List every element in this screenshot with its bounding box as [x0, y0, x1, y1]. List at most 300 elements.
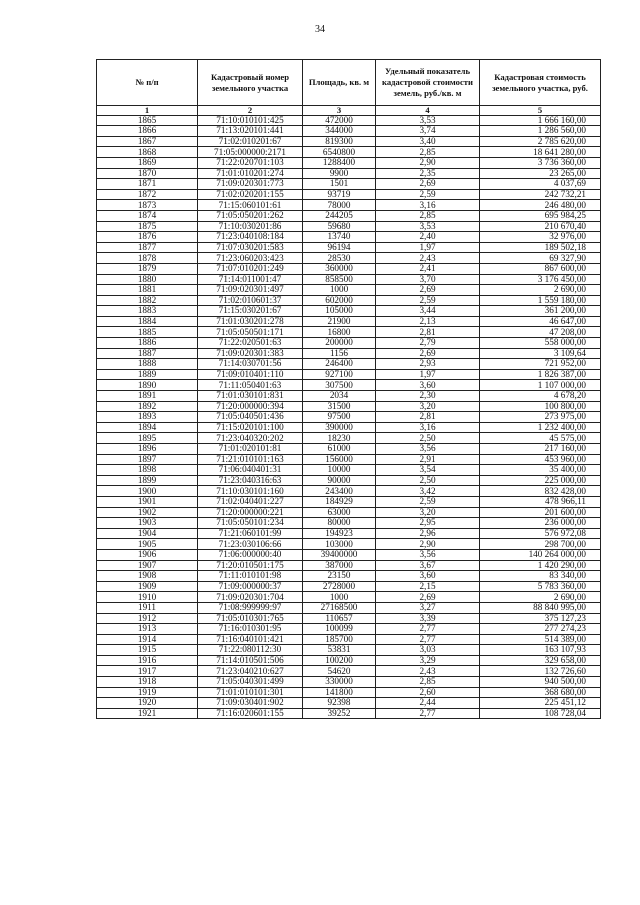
cell-row-number: 1905: [97, 539, 198, 550]
cell-row-number: 1914: [97, 634, 198, 645]
cell-area: 18230: [303, 433, 376, 444]
cell-cadastral-number: 71:14:011001:47: [198, 274, 303, 285]
cell-cadastral-number: 71:09:030401:902: [198, 698, 303, 709]
table-row: [97, 253, 601, 264]
cell-row-number: 1891: [97, 391, 198, 402]
cell-cadastral-number: 71:16:010301:95: [198, 624, 303, 635]
cell-unit-value: 2,93: [376, 359, 480, 370]
cell-row-number: 1869: [97, 157, 198, 168]
cell-row-number: 1921: [97, 708, 198, 719]
cell-unit-value: 2,90: [376, 157, 480, 168]
cell-cadastral-value: 45 575,00: [480, 433, 601, 444]
cell-area: 80000: [303, 518, 376, 529]
table-row: [97, 698, 601, 709]
cell-unit-value: 1,97: [376, 242, 480, 253]
cell-cadastral-value: 23 265,00: [480, 168, 601, 179]
cell-cadastral-value: 514 389,00: [480, 634, 601, 645]
cell-cadastral-value: 246 480,00: [480, 200, 601, 211]
cadastral-value-table: [96, 59, 601, 719]
cell-row-number: 1865: [97, 115, 198, 126]
cell-cadastral-number: 71:05:050201:262: [198, 210, 303, 221]
cell-area: 184929: [303, 496, 376, 507]
cell-row-number: 1920: [97, 698, 198, 709]
cell-cadastral-number: 71:02:010601:37: [198, 295, 303, 306]
cell-unit-value: 3,56: [376, 444, 480, 455]
table-row: [97, 316, 601, 327]
cell-cadastral-number: 71:23:030106:66: [198, 539, 303, 550]
cell-row-number: 1878: [97, 253, 198, 264]
cell-unit-value: 2,91: [376, 454, 480, 465]
cell-row-number: 1893: [97, 412, 198, 423]
cell-unit-value: 3,54: [376, 465, 480, 476]
cell-cadastral-value: 210 670,40: [480, 221, 601, 232]
cell-area: 105000: [303, 306, 376, 317]
cell-cadastral-number: 71:05:000000:2171: [198, 147, 303, 158]
cell-unit-value: 2,96: [376, 528, 480, 539]
cell-row-number: 1903: [97, 518, 198, 529]
cell-row-number: 1916: [97, 655, 198, 666]
cell-cadastral-value: 4 037,69: [480, 179, 601, 190]
cell-cadastral-value: 1 286 560,00: [480, 126, 601, 137]
cell-unit-value: 3,16: [376, 422, 480, 433]
table-row: [97, 285, 601, 296]
cell-unit-value: 1,97: [376, 369, 480, 380]
header-area: Площадь, кв. м: [303, 60, 376, 106]
table-row: [97, 592, 601, 603]
table-row: [97, 126, 601, 137]
cell-area: 344000: [303, 126, 376, 137]
column-number-row: [97, 106, 601, 116]
cell-cadastral-number: 71:05:040301:499: [198, 677, 303, 688]
table-row: [97, 465, 601, 476]
cell-area: 28530: [303, 253, 376, 264]
cell-area: 387000: [303, 560, 376, 571]
table-row: [97, 189, 601, 200]
cell-cadastral-value: 361 200,00: [480, 306, 601, 317]
cell-cadastral-value: 69 327,90: [480, 253, 601, 264]
cell-area: 31500: [303, 401, 376, 412]
cell-area: 78000: [303, 200, 376, 211]
cell-cadastral-number: 71:23:060203:423: [198, 253, 303, 264]
cell-cadastral-value: 83 340,00: [480, 571, 601, 582]
cell-cadastral-number: 71:23:040210:627: [198, 666, 303, 677]
cell-area: 10000: [303, 465, 376, 476]
cell-cadastral-number: 71:10:030101:160: [198, 486, 303, 497]
cell-area: 244205: [303, 210, 376, 221]
table-row: [97, 433, 601, 444]
cell-area: 390000: [303, 422, 376, 433]
cell-unit-value: 2,90: [376, 539, 480, 550]
table-row: [97, 496, 601, 507]
cell-unit-value: 2,59: [376, 496, 480, 507]
cell-cadastral-value: 277 274,23: [480, 624, 601, 635]
cell-unit-value: 3,03: [376, 645, 480, 656]
cell-cadastral-value: 368 680,00: [480, 687, 601, 698]
cell-area: 2728000: [303, 581, 376, 592]
table-row: [97, 624, 601, 635]
cell-area: 156000: [303, 454, 376, 465]
cell-unit-value: 3,70: [376, 274, 480, 285]
cell-cadastral-number: 71:14:010501:506: [198, 655, 303, 666]
table-body: [97, 115, 601, 719]
cell-row-number: 1882: [97, 295, 198, 306]
cell-unit-value: 2,59: [376, 295, 480, 306]
cell-cadastral-value: 478 966,11: [480, 496, 601, 507]
cell-area: 1288400: [303, 157, 376, 168]
cell-row-number: 1880: [97, 274, 198, 285]
cell-cadastral-value: 88 840 995,00: [480, 602, 601, 613]
cell-cadastral-value: 5 783 360,00: [480, 581, 601, 592]
column-number: 4: [376, 106, 480, 116]
cell-cadastral-number: 71:15:060101:61: [198, 200, 303, 211]
cell-row-number: 1904: [97, 528, 198, 539]
cell-cadastral-value: 1 559 180,00: [480, 295, 601, 306]
table-row: [97, 136, 601, 147]
table-row: [97, 528, 601, 539]
cell-unit-value: 3,60: [376, 571, 480, 582]
table-row: [97, 327, 601, 338]
cell-cadastral-number: 71:22:020701:103: [198, 157, 303, 168]
cell-cadastral-value: 867 600,00: [480, 263, 601, 274]
cell-cadastral-number: 71:01:030101:831: [198, 391, 303, 402]
cell-row-number: 1883: [97, 306, 198, 317]
cell-area: 93719: [303, 189, 376, 200]
cell-cadastral-value: 225 000,00: [480, 475, 601, 486]
cell-row-number: 1872: [97, 189, 198, 200]
cell-unit-value: 2,77: [376, 708, 480, 719]
cell-cadastral-number: 71:20:000000:394: [198, 401, 303, 412]
cell-row-number: 1886: [97, 338, 198, 349]
cell-cadastral-value: 1 420 290,00: [480, 560, 601, 571]
cell-area: 246400: [303, 359, 376, 370]
cell-cadastral-value: 236 000,00: [480, 518, 601, 529]
table-row: [97, 613, 601, 624]
cell-cadastral-number: 71:09:000000:37: [198, 581, 303, 592]
cell-cadastral-number: 71:01:010201:274: [198, 168, 303, 179]
cell-row-number: 1873: [97, 200, 198, 211]
cell-cadastral-value: 4 678,20: [480, 391, 601, 402]
header-cadastral-number: Кадастровый номер земельного участка: [198, 60, 303, 106]
cell-cadastral-number: 71:23:040108:184: [198, 232, 303, 243]
cell-area: 16800: [303, 327, 376, 338]
cell-cadastral-number: 71:08:999999:97: [198, 602, 303, 613]
cell-cadastral-value: 576 972,08: [480, 528, 601, 539]
cell-row-number: 1890: [97, 380, 198, 391]
cell-unit-value: 3,27: [376, 602, 480, 613]
cell-cadastral-value: 2 690,00: [480, 592, 601, 603]
cell-row-number: 1870: [97, 168, 198, 179]
cell-row-number: 1889: [97, 369, 198, 380]
cell-cadastral-number: 71:15:030201:67: [198, 306, 303, 317]
cell-unit-value: 3,53: [376, 115, 480, 126]
cell-unit-value: 3,60: [376, 380, 480, 391]
cell-unit-value: 2,43: [376, 666, 480, 677]
cell-row-number: 1892: [97, 401, 198, 412]
cell-area: 819300: [303, 136, 376, 147]
cell-area: 110657: [303, 613, 376, 624]
cell-unit-value: 2,41: [376, 263, 480, 274]
cell-cadastral-number: 71:16:020601:155: [198, 708, 303, 719]
column-number: 3: [303, 106, 376, 116]
cell-area: 90000: [303, 475, 376, 486]
table-row: [97, 242, 601, 253]
cell-area: 1000: [303, 285, 376, 296]
cell-unit-value: 2,79: [376, 338, 480, 349]
cell-area: 1000: [303, 592, 376, 603]
table-row: [97, 645, 601, 656]
cell-cadastral-number: 71:01:030201:278: [198, 316, 303, 327]
cell-unit-value: 3,20: [376, 401, 480, 412]
cell-area: 39400000: [303, 549, 376, 560]
cell-cadastral-value: 1 826 387,00: [480, 369, 601, 380]
cell-cadastral-value: 558 000,00: [480, 338, 601, 349]
cell-cadastral-value: 189 502,18: [480, 242, 601, 253]
cell-unit-value: 2,35: [376, 168, 480, 179]
cell-row-number: 1910: [97, 592, 198, 603]
cell-unit-value: 2,15: [376, 581, 480, 592]
cell-cadastral-value: 108 728,04: [480, 708, 601, 719]
table-row: [97, 687, 601, 698]
cell-row-number: 1875: [97, 221, 198, 232]
cell-cadastral-value: 32 976,00: [480, 232, 601, 243]
cell-cadastral-value: 3 109,64: [480, 348, 601, 359]
cell-unit-value: 2,60: [376, 687, 480, 698]
cell-row-number: 1885: [97, 327, 198, 338]
cell-unit-value: 2,85: [376, 147, 480, 158]
cell-cadastral-number: 71:20:010501:175: [198, 560, 303, 571]
table-row: [97, 454, 601, 465]
cell-unit-value: 2,50: [376, 433, 480, 444]
cell-area: 330000: [303, 677, 376, 688]
cell-unit-value: 2,95: [376, 518, 480, 529]
cell-row-number: 1877: [97, 242, 198, 253]
header-row-number: № п/п: [97, 60, 198, 106]
cell-cadastral-value: 375 127,23: [480, 613, 601, 624]
table-row: [97, 115, 601, 126]
cell-area: 858500: [303, 274, 376, 285]
cell-cadastral-value: 298 700,00: [480, 539, 601, 550]
cell-area: 200000: [303, 338, 376, 349]
cell-cadastral-value: 201 600,00: [480, 507, 601, 518]
table-row: [97, 221, 601, 232]
cell-area: 141800: [303, 687, 376, 698]
cell-unit-value: 3,67: [376, 560, 480, 571]
cell-cadastral-value: 721 952,00: [480, 359, 601, 370]
column-number: 1: [97, 106, 198, 116]
table-row: [97, 486, 601, 497]
table-row: [97, 444, 601, 455]
cell-cadastral-number: 71:21:060101:99: [198, 528, 303, 539]
table-row: [97, 179, 601, 190]
cell-area: 54620: [303, 666, 376, 677]
cell-row-number: 1895: [97, 433, 198, 444]
cell-unit-value: 3,42: [376, 486, 480, 497]
cell-area: 243400: [303, 486, 376, 497]
cell-area: 1156: [303, 348, 376, 359]
table-row: [97, 359, 601, 370]
cell-row-number: 1898: [97, 465, 198, 476]
cell-area: 307500: [303, 380, 376, 391]
cell-row-number: 1884: [97, 316, 198, 327]
cell-cadastral-number: 71:06:000000:40: [198, 549, 303, 560]
cell-row-number: 1888: [97, 359, 198, 370]
cell-area: 100200: [303, 655, 376, 666]
cell-cadastral-number: 71:15:020101:100: [198, 422, 303, 433]
cell-area: 92398: [303, 698, 376, 709]
table-row: [97, 338, 601, 349]
cell-unit-value: 3,44: [376, 306, 480, 317]
table-row: [97, 655, 601, 666]
cell-unit-value: 2,85: [376, 210, 480, 221]
cell-cadastral-number: 71:09:020301:704: [198, 592, 303, 603]
cell-cadastral-value: 225 451,12: [480, 698, 601, 709]
cell-area: 6540800: [303, 147, 376, 158]
table-row: [97, 263, 601, 274]
cell-unit-value: 2,43: [376, 253, 480, 264]
table-row: [97, 677, 601, 688]
cell-cadastral-value: 832 428,00: [480, 486, 601, 497]
cell-area: 103000: [303, 539, 376, 550]
cell-cadastral-number: 71:05:050501:171: [198, 327, 303, 338]
cell-area: 602000: [303, 295, 376, 306]
cell-unit-value: 2,13: [376, 316, 480, 327]
cell-area: 53831: [303, 645, 376, 656]
cell-cadastral-number: 71:22:020501:63: [198, 338, 303, 349]
cell-cadastral-value: 163 107,93: [480, 645, 601, 656]
cell-row-number: 1881: [97, 285, 198, 296]
cell-area: 472000: [303, 115, 376, 126]
cell-row-number: 1911: [97, 602, 198, 613]
table-row: [97, 295, 601, 306]
cell-cadastral-number: 71:06:040401:31: [198, 465, 303, 476]
table-row: [97, 549, 601, 560]
cell-unit-value: 3,53: [376, 221, 480, 232]
cell-area: 97500: [303, 412, 376, 423]
cell-cadastral-number: 71:23:040316:63: [198, 475, 303, 486]
cell-row-number: 1879: [97, 263, 198, 274]
cell-unit-value: 2,50: [376, 475, 480, 486]
cell-cadastral-number: 71:05:050101:234: [198, 518, 303, 529]
cell-unit-value: 2,85: [376, 677, 480, 688]
column-number: 2: [198, 106, 303, 116]
table-row: [97, 412, 601, 423]
table-row: [97, 475, 601, 486]
table-row: [97, 348, 601, 359]
table-row: [97, 401, 601, 412]
table-row: [97, 518, 601, 529]
cell-area: 13740: [303, 232, 376, 243]
table-row: [97, 581, 601, 592]
cell-cadastral-value: 100 800,00: [480, 401, 601, 412]
cell-unit-value: 2,69: [376, 592, 480, 603]
cell-area: 2034: [303, 391, 376, 402]
table-row: [97, 391, 601, 402]
cell-cadastral-value: 140 264 000,00: [480, 549, 601, 560]
cell-cadastral-number: 71:09:020301:383: [198, 348, 303, 359]
cell-unit-value: 2,81: [376, 412, 480, 423]
cell-cadastral-value: 3 736 360,00: [480, 157, 601, 168]
cell-area: 96194: [303, 242, 376, 253]
cell-unit-value: 2,77: [376, 634, 480, 645]
cell-cadastral-number: 71:05:040501:436: [198, 412, 303, 423]
cell-cadastral-number: 71:22:080112:30: [198, 645, 303, 656]
cell-cadastral-number: 71:09:020301:773: [198, 179, 303, 190]
cell-cadastral-value: 217 160,00: [480, 444, 601, 455]
cell-cadastral-value: 46 647,00: [480, 316, 601, 327]
cell-row-number: 1906: [97, 549, 198, 560]
cell-cadastral-value: 3 176 450,00: [480, 274, 601, 285]
cell-area: 21900: [303, 316, 376, 327]
cell-unit-value: 3,56: [376, 549, 480, 560]
cell-cadastral-number: 71:02:020201:155: [198, 189, 303, 200]
cell-area: 63000: [303, 507, 376, 518]
cell-unit-value: 3,39: [376, 613, 480, 624]
cell-area: 100099: [303, 624, 376, 635]
cell-row-number: 1907: [97, 560, 198, 571]
cell-cadastral-value: 273 975,00: [480, 412, 601, 423]
cell-row-number: 1876: [97, 232, 198, 243]
cell-row-number: 1867: [97, 136, 198, 147]
cell-cadastral-value: 1 232 400,00: [480, 422, 601, 433]
cell-area: 39252: [303, 708, 376, 719]
cell-cadastral-number: 71:09:010401:110: [198, 369, 303, 380]
cell-cadastral-number: 71:02:010201:67: [198, 136, 303, 147]
header-cadastral-value: Кадастровая стоимость земельного участка, руб.: [480, 60, 601, 106]
cell-unit-value: 3,20: [376, 507, 480, 518]
cell-area: 9900: [303, 168, 376, 179]
cell-unit-value: 2,69: [376, 179, 480, 190]
table-row: [97, 539, 601, 550]
cell-cadastral-value: 2 785 620,00: [480, 136, 601, 147]
cell-unit-value: 3,74: [376, 126, 480, 137]
cell-row-number: 1868: [97, 147, 198, 158]
cell-row-number: 1909: [97, 581, 198, 592]
cell-area: 23150: [303, 571, 376, 582]
cell-row-number: 1887: [97, 348, 198, 359]
cell-row-number: 1913: [97, 624, 198, 635]
cell-area: 360000: [303, 263, 376, 274]
cell-unit-value: 2,69: [376, 285, 480, 296]
cell-area: 1501: [303, 179, 376, 190]
cell-cadastral-value: 453 960,00: [480, 454, 601, 465]
cell-cadastral-value: 329 658,00: [480, 655, 601, 666]
cell-cadastral-number: 71:16:040101:421: [198, 634, 303, 645]
table-row: [97, 200, 601, 211]
table-row: [97, 560, 601, 571]
header-unit-value: Удельный показатель кадастровой стоимости земель, руб./кв. м: [376, 60, 480, 106]
cell-cadastral-number: 71:10:010101:425: [198, 115, 303, 126]
cell-row-number: 1902: [97, 507, 198, 518]
cell-cadastral-value: 1 107 000,00: [480, 380, 601, 391]
table-row: [97, 507, 601, 518]
table-row: [97, 306, 601, 317]
table-row: [97, 571, 601, 582]
cell-unit-value: 3,40: [376, 136, 480, 147]
table-row: [97, 210, 601, 221]
table-row: [97, 232, 601, 243]
cell-area: 927100: [303, 369, 376, 380]
cell-cadastral-number: 71:01:020101:81: [198, 444, 303, 455]
cell-row-number: 1915: [97, 645, 198, 656]
cell-row-number: 1900: [97, 486, 198, 497]
cell-cadastral-number: 71:02:040401:227: [198, 496, 303, 507]
cell-cadastral-number: 71:07:030201:583: [198, 242, 303, 253]
cell-cadastral-value: 1 666 160,00: [480, 115, 601, 126]
table-row: [97, 602, 601, 613]
cell-cadastral-number: 71:14:030701:56: [198, 359, 303, 370]
cell-cadastral-value: 940 500,00: [480, 677, 601, 688]
table-row: [97, 274, 601, 285]
